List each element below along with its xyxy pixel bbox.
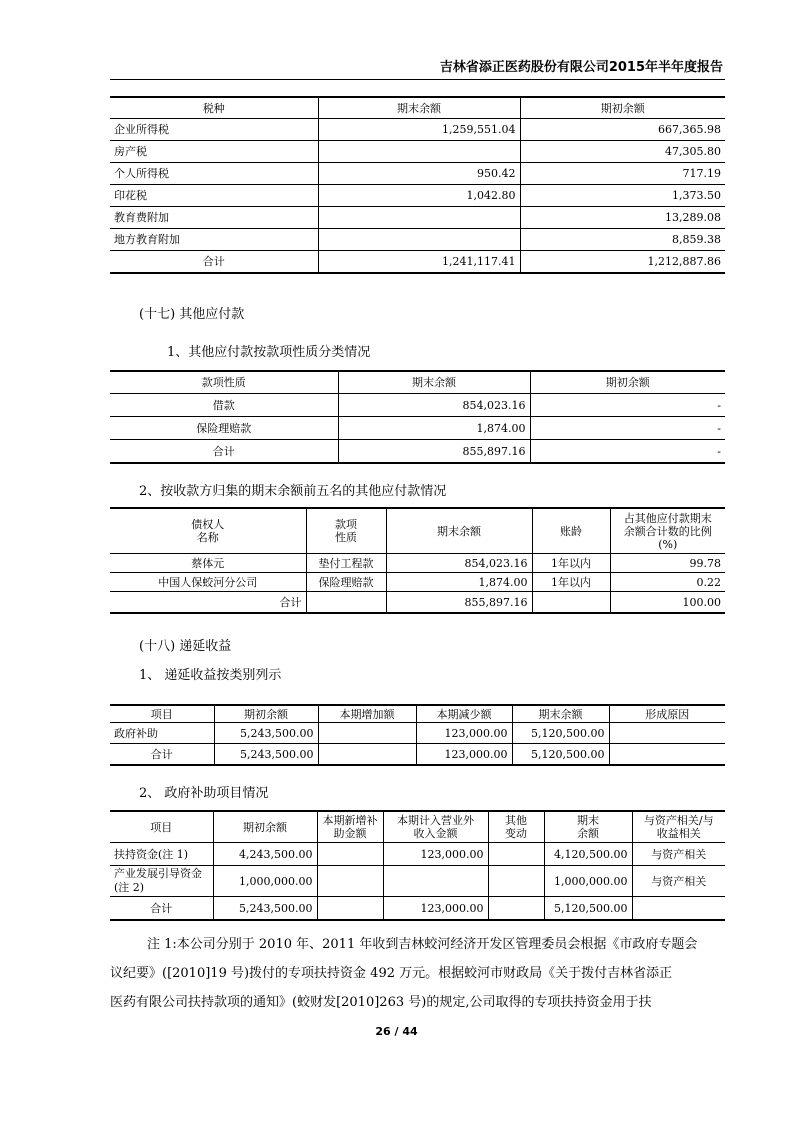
table-cell: 100.00 [610, 592, 725, 614]
table-cell: 47,305.80 [520, 141, 725, 163]
table-cell [318, 141, 520, 163]
column-header: 期末余额 [338, 371, 530, 394]
column-header: 款项性质 [110, 371, 338, 394]
table-header-row [110, 371, 725, 394]
section-18-sub1: 1、 递延收益按类别列示 [139, 668, 282, 683]
table-cell: 保险理赔款 [306, 573, 386, 592]
table-cell: 123,000.00 [383, 843, 488, 866]
table-cell: 13,289.08 [520, 207, 725, 229]
table-row [110, 141, 725, 163]
table-header-row [110, 97, 725, 119]
table-cell: 717.19 [520, 163, 725, 185]
column-header: 期末余额 [318, 97, 520, 119]
column-header: 期末余额 [512, 705, 609, 723]
column-header: 形成原因 [609, 705, 725, 723]
table-cell: 教育费附加 [110, 207, 318, 229]
table-cell: - [530, 440, 725, 464]
table-cell: 8,859.38 [520, 229, 725, 251]
table-row [110, 866, 725, 897]
table-cell: 123,000.00 [416, 744, 512, 766]
table-cell: 5,243,500.00 [214, 744, 318, 766]
table-cell: 1,212,887.86 [520, 251, 725, 274]
column-header: 本期减少额 [416, 705, 512, 723]
section-17-title: (十七) 其他应付款 [139, 307, 245, 322]
column-header: 期初余额 [213, 811, 317, 843]
column-header: 项目 [110, 705, 214, 723]
table-row [110, 119, 725, 141]
table-cell: 1,000,000.00 [544, 866, 632, 897]
table-cell [609, 723, 725, 744]
table-cell [317, 866, 383, 897]
table-cell: 1,874.00 [386, 573, 532, 592]
table-cell: 蔡体元 [110, 554, 306, 573]
note-1-line: 议纪要》([2010]19 号)拨付的专项扶持资金 492 万元。根据蛟河市财政局《关于拨付吉林省添正 [110, 966, 673, 981]
table-cell: 中国人保蛟河分公司 [110, 573, 306, 592]
note-1-line: 注 1:本公司分别于 2010 年、2011 年收到吉林蛟河经济开发区管理委员会根据《市政府专题会 [147, 937, 698, 952]
column-header: 期初余额 [530, 371, 725, 394]
table-row [110, 554, 725, 573]
page-number: 26 / 44 [375, 1025, 418, 1038]
table-cell: 123,000.00 [383, 897, 488, 921]
table-header-row [110, 508, 725, 554]
table-row [110, 723, 725, 744]
table-cell [318, 744, 416, 766]
table-cell: 政府补助 [110, 723, 214, 744]
column-header: 期初余额 [520, 97, 725, 119]
table-row [110, 394, 725, 417]
table-cell: 房产税 [110, 141, 318, 163]
column-header: 款项 性质 [306, 508, 386, 554]
table-row [110, 229, 725, 251]
table-row [110, 897, 725, 921]
table-cell: 5,120,500.00 [512, 744, 609, 766]
table-cell: 5,120,500.00 [512, 723, 609, 744]
table-cell: 855,897.16 [338, 440, 530, 464]
table-cell: 保险理赔款 [110, 417, 338, 440]
table-cell: - [530, 417, 725, 440]
table-cell: 合计 [110, 440, 338, 464]
section-18-sub2: 2、 政府补助项目情况 [139, 786, 269, 801]
table-cell: 借款 [110, 394, 338, 417]
table-cell: 1,373.50 [520, 185, 725, 207]
header-rule [110, 79, 725, 80]
note-1-line: 医药有限公司扶持款项的通知》(蛟财发[2010]263 号)的规定,公司取得的专项扶持资金用于扶 [110, 995, 652, 1010]
table-cell: 855,897.16 [386, 592, 532, 614]
table-cell [383, 866, 488, 897]
table-cell: 4,243,500.00 [213, 843, 317, 866]
table-row [110, 417, 725, 440]
table-cell: 667,365.98 [520, 119, 725, 141]
table-cell: 1,042.80 [318, 185, 520, 207]
section-17-sub1: 1、其他应付款按款项性质分类情况 [167, 345, 371, 360]
table-header-row [110, 705, 725, 723]
table-row [110, 592, 725, 614]
table-cell: 合计 [110, 592, 306, 614]
table-cell: - [530, 394, 725, 417]
table-cell [488, 897, 544, 921]
tax-table [110, 96, 725, 274]
table-cell: 5,243,500.00 [214, 723, 318, 744]
column-header: 期末余额 [386, 508, 532, 554]
table-row [110, 185, 725, 207]
table-cell: 垫付工程款 [306, 554, 386, 573]
table-cell [306, 592, 386, 614]
column-header: 本期新增补 助金额 [317, 811, 383, 843]
table-cell: 企业所得税 [110, 119, 318, 141]
table-cell: 99.78 [610, 554, 725, 573]
table-cell: 950.42 [318, 163, 520, 185]
table-row [110, 163, 725, 185]
table-cell: 5,120,500.00 [544, 897, 632, 921]
table-row [110, 744, 725, 766]
table-cell [318, 723, 416, 744]
column-header: 账龄 [532, 508, 610, 554]
table-row [110, 573, 725, 592]
column-header: 其他 变动 [488, 811, 544, 843]
nature-table [110, 370, 725, 464]
table-cell [317, 843, 383, 866]
table-cell [317, 897, 383, 921]
table-cell: 合计 [110, 251, 318, 274]
deferred-category-table [110, 704, 725, 766]
table-cell: 合计 [110, 897, 213, 921]
table-cell [318, 229, 520, 251]
table-cell: 个人所得税 [110, 163, 318, 185]
table-cell: 854,023.16 [386, 554, 532, 573]
table-cell: 1年以内 [532, 554, 610, 573]
table-cell: 123,000.00 [416, 723, 512, 744]
column-header: 期初余额 [214, 705, 318, 723]
column-header: 与资产相关/与 收益相关 [632, 811, 725, 843]
table-cell: 产业发展引导资金 (注 2) [110, 866, 213, 897]
table-cell: 与资产相关 [632, 866, 725, 897]
table-row [110, 440, 725, 464]
table-cell: 合计 [110, 744, 214, 766]
table-row [110, 207, 725, 229]
column-header: 期末 余额 [544, 811, 632, 843]
note-1-paragraph [110, 930, 725, 1017]
table-cell: 5,243,500.00 [213, 897, 317, 921]
section-18-title: (十八) 递延收益 [139, 639, 232, 654]
table-header-row [110, 811, 725, 843]
table-cell: 印花税 [110, 185, 318, 207]
table-cell [318, 207, 520, 229]
table-cell: 854,023.16 [338, 394, 530, 417]
subsidy-table [110, 810, 725, 921]
table-cell: 1年以内 [532, 573, 610, 592]
table-cell: 扶持资金(注 1) [110, 843, 213, 866]
column-header: 本期计入营业外 收入金额 [383, 811, 488, 843]
table-cell [532, 592, 610, 614]
table-cell: 与资产相关 [632, 843, 725, 866]
table-cell [488, 843, 544, 866]
table-cell: 4,120,500.00 [544, 843, 632, 866]
column-header: 税种 [110, 97, 318, 119]
table-cell [488, 866, 544, 897]
column-header: 债权人 名称 [110, 508, 306, 554]
table-cell [632, 897, 725, 921]
table-cell: 地方教育附加 [110, 229, 318, 251]
table-cell [609, 744, 725, 766]
table-cell: 1,000,000.00 [213, 866, 317, 897]
table-cell: 0.22 [610, 573, 725, 592]
table-cell: 1,259,551.04 [318, 119, 520, 141]
table-row [110, 251, 725, 274]
top5-table [110, 507, 725, 614]
table-cell: 1,874.00 [338, 417, 530, 440]
column-header: 占其他应付款期末 余额合计数的比例 (%) [610, 508, 725, 554]
report-header-title: 吉林省添正医药股份有限公司2015年半年度报告 [439, 60, 723, 75]
table-row [110, 843, 725, 866]
section-17-sub2: 2、按收款方归集的期末余额前五名的其他应付款情况 [139, 484, 447, 499]
table-cell: 1,241,117.41 [318, 251, 520, 274]
column-header: 项目 [110, 811, 213, 843]
column-header: 本期增加额 [318, 705, 416, 723]
